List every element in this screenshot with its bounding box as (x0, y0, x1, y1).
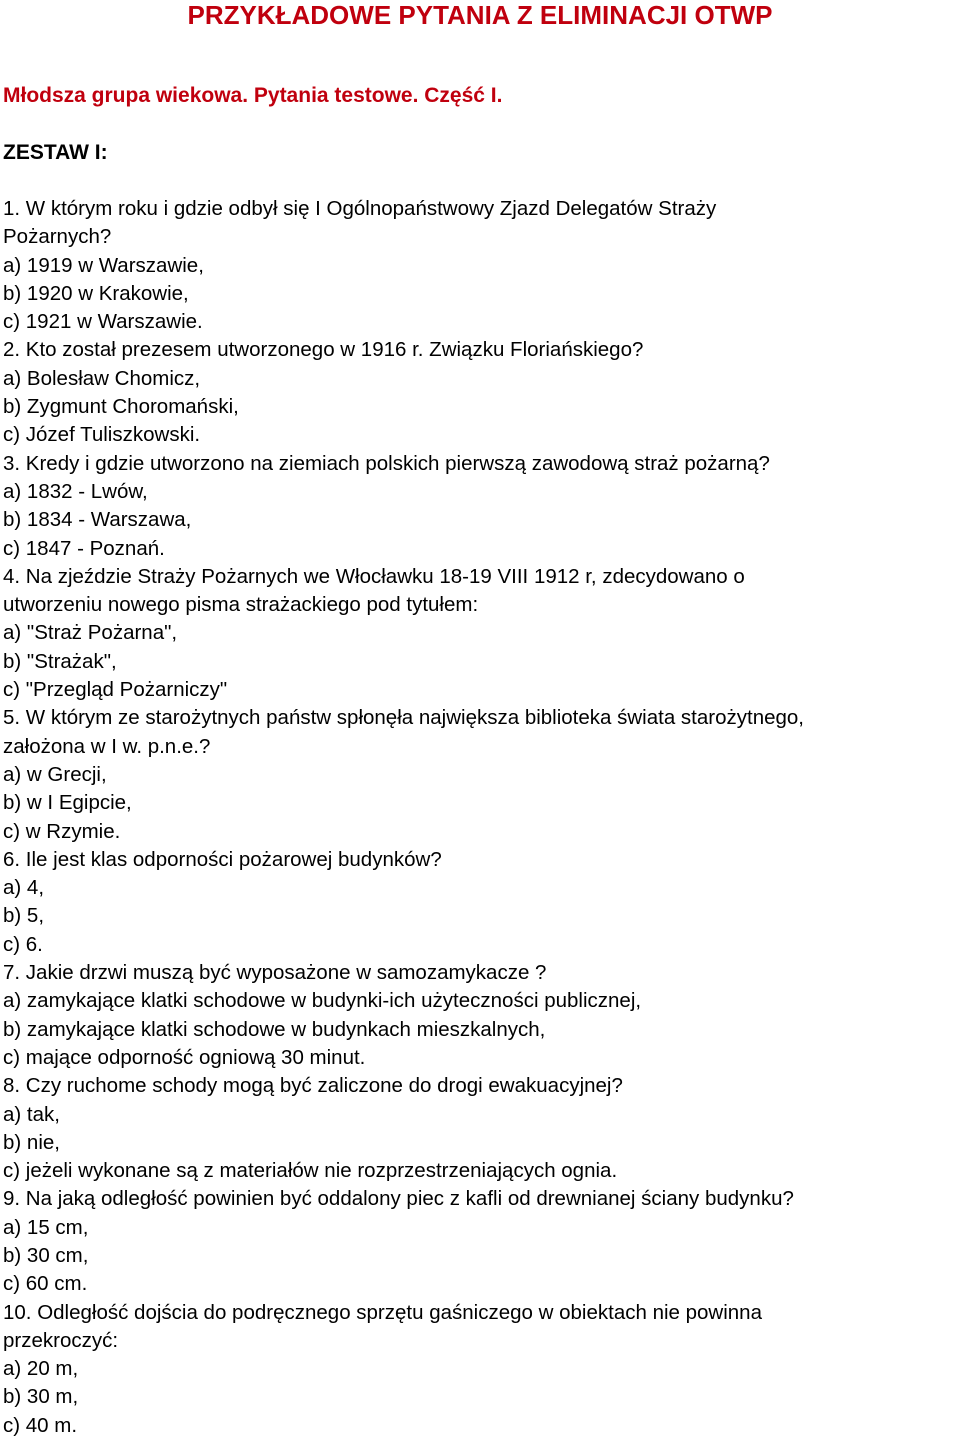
text-line: 5. W którym ze starożytnych państw spłonęła największa biblioteka świata starożytnego, (3, 706, 805, 730)
text-line: a) 1919 w Warszawie, (3, 253, 204, 277)
text-line: c) 40 m. (3, 1413, 78, 1437)
text-line: c) 1921 w Warszawie. (3, 310, 203, 334)
set-heading: ZESTAW I: (3, 141, 108, 164)
text-line: b) nie, (3, 1130, 60, 1154)
text-line: b) Zygmunt Choromański, (3, 395, 239, 419)
text-line: 10. Odległość dojścia do podręcznego sprzętu gaśniczego w obiektach nie powinna (3, 1300, 762, 1324)
text-line: a) "Straż Pożarna", (3, 621, 178, 645)
text-line: a) zamykające klatki schodowe w budynki-ich użyteczności publicznej, (3, 989, 642, 1013)
document-subtitle: Młodsza grupa wiekowa. Pytania testowe. Część I. (3, 84, 503, 107)
text-line: c) 6. (3, 932, 43, 956)
text-line: 1. W którym roku i gdzie odbył się I Ogólnopaństwowy Zjazd Delegatów Straży (3, 197, 717, 220)
text-line: 3. Kredy i gdzie utworzono na ziemiach polskich pierwszą zawodową straż pożarną? (3, 451, 770, 475)
text-line: założona w I w. p.n.e.? (3, 734, 211, 758)
text-line: 7. Jakie drzwi muszą być wyposażone w samozamykacze ? (3, 961, 547, 985)
text-line: c) "Przegląd Pożarniczy" (3, 678, 228, 702)
text-line: b) 5, (3, 904, 45, 928)
text-line: b) 30 cm, (3, 1243, 89, 1267)
text-line: b) 1834 - Warszawa, (3, 508, 192, 532)
text-line: 6. Ile jest klas odporności pożarowej budynków? (3, 847, 442, 871)
text-line: c) mające odporność ogniową 30 minut. (3, 1045, 366, 1069)
text-line: c) Józef Tuliszkowski. (3, 423, 201, 447)
text-line: 8. Czy ruchome schody mogą być zaliczone do drogi ewakuacyjnej? (3, 1074, 623, 1098)
text-line: c) w Rzymie. (3, 819, 121, 843)
text-line: 2. Kto został prezesem utworzonego w 1916 r. Związku Floriańskiego? (3, 338, 644, 362)
text-line: 4. Na zjeździe Straży Pożarnych we Włocławku 18-19 VIII 1912 r, zdecydowano o (3, 564, 745, 588)
text-line: Pożarnych? (3, 225, 112, 249)
text-line: a) 1832 - Lwów, (3, 479, 148, 503)
text-line: a) tak, (3, 1102, 60, 1126)
document-title: PRZYKŁADOWE PYTANIA Z ELIMINACJI OTWP (187, 0, 773, 30)
text-line: 9. Na jaką odległość powinien być oddalony piec z kafli od drewnianej ściany budynku? (3, 1187, 794, 1211)
text-line: c) jeżeli wykonane są z materiałów nie rozprzestrzeniających ognia. (3, 1159, 618, 1183)
text-line: c) 1847 - Poznań. (3, 536, 165, 560)
text-line: a) 15 cm, (3, 1215, 89, 1239)
text-line: a) 20 m, (3, 1357, 79, 1381)
text-line: a) 4, (3, 876, 45, 900)
text-line: a) w Grecji, (3, 762, 107, 786)
text-line: b) "Strażak", (3, 649, 117, 673)
text-line: przekroczyć: (3, 1328, 119, 1352)
questions-body (3, 195, 958, 1440)
text-line: b) 30 m, (3, 1385, 79, 1409)
text-line: a) Bolesław Chomicz, (3, 366, 201, 390)
text-line: b) w I Egipcie, (3, 791, 132, 815)
text-line: utworzeniu nowego pisma strażackiego pod tytułem: (3, 593, 479, 617)
text-line: b) 1920 w Krakowie, (3, 281, 189, 305)
text-line: b) zamykające klatki schodowe w budynkach mieszkalnych, (3, 1017, 546, 1041)
text-line: c) 60 cm. (3, 1272, 88, 1296)
